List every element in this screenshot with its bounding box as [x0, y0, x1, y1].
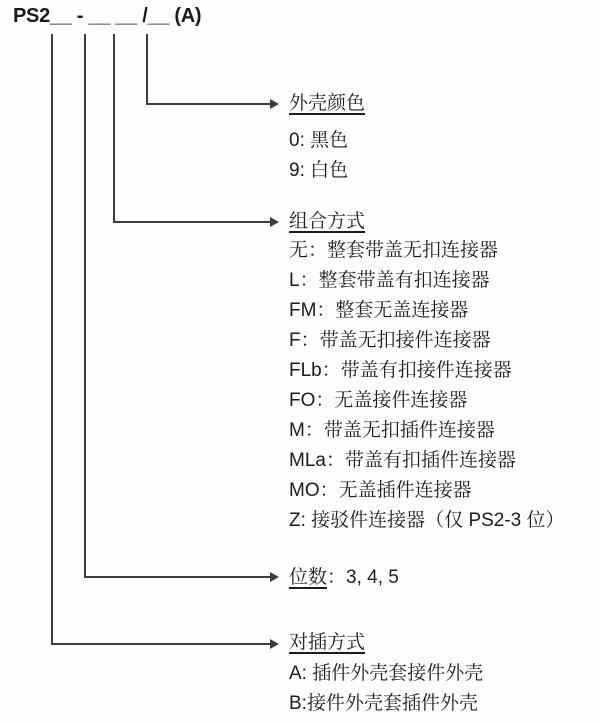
arrowhead-combination-icon	[270, 217, 279, 227]
arrow-line-combination	[113, 221, 270, 223]
mating-option: A: 插件外壳套接件外壳	[289, 663, 484, 684]
leader-line-positions	[84, 34, 86, 578]
arrow-line-shell-color	[146, 103, 270, 105]
combination-option: FM：整套无盖连接器	[289, 300, 469, 321]
arrowhead-shell-color-icon	[270, 99, 279, 109]
combination-option: F：带盖无扣接件连接器	[289, 330, 491, 351]
part-code: PS2__ - __ __ /__ (A)	[13, 5, 202, 27]
combination-option: M：带盖无扣插件连接器	[289, 420, 495, 441]
arrowhead-mating-icon	[270, 639, 279, 649]
section-positions	[289, 563, 399, 593]
section-shell-color	[289, 90, 365, 186]
arrow-line-mating	[51, 643, 270, 645]
section-mating	[289, 629, 483, 719]
leader-line-shell-color	[146, 34, 148, 105]
combination-heading: 组合方式	[289, 211, 366, 232]
combination-option: Z: 接驳件连接器（仅 PS2-3 位）	[289, 510, 565, 531]
positions-heading: 位数	[289, 567, 328, 588]
combination-option: L：整套带盖有扣连接器	[289, 270, 490, 291]
combination-option: FLb：带盖有扣接件连接器	[289, 360, 512, 381]
leader-line-combination	[113, 34, 115, 223]
arrow-line-positions	[84, 576, 270, 578]
section-combination	[289, 208, 565, 536]
arrowhead-positions-icon	[270, 572, 279, 582]
combination-option: FO：无盖接件连接器	[289, 390, 468, 411]
shell-color-option: 0: 黑色	[289, 130, 349, 151]
shell-color-option: 9: 白色	[289, 160, 349, 181]
positions-value: 3, 4, 5	[346, 567, 399, 588]
combination-option: MLa：带盖有扣插件连接器	[289, 450, 516, 471]
leader-line-mating	[51, 34, 53, 645]
combination-option: MO：无盖插件连接器	[289, 480, 472, 501]
mating-option: B:接件外壳套插件外壳	[289, 693, 478, 714]
combination-option: 无：整套带盖无扣连接器	[289, 240, 499, 261]
shell-color-heading: 外壳颜色	[289, 93, 366, 114]
mating-heading: 对插方式	[289, 632, 366, 653]
positions-separator: ：	[327, 567, 347, 588]
